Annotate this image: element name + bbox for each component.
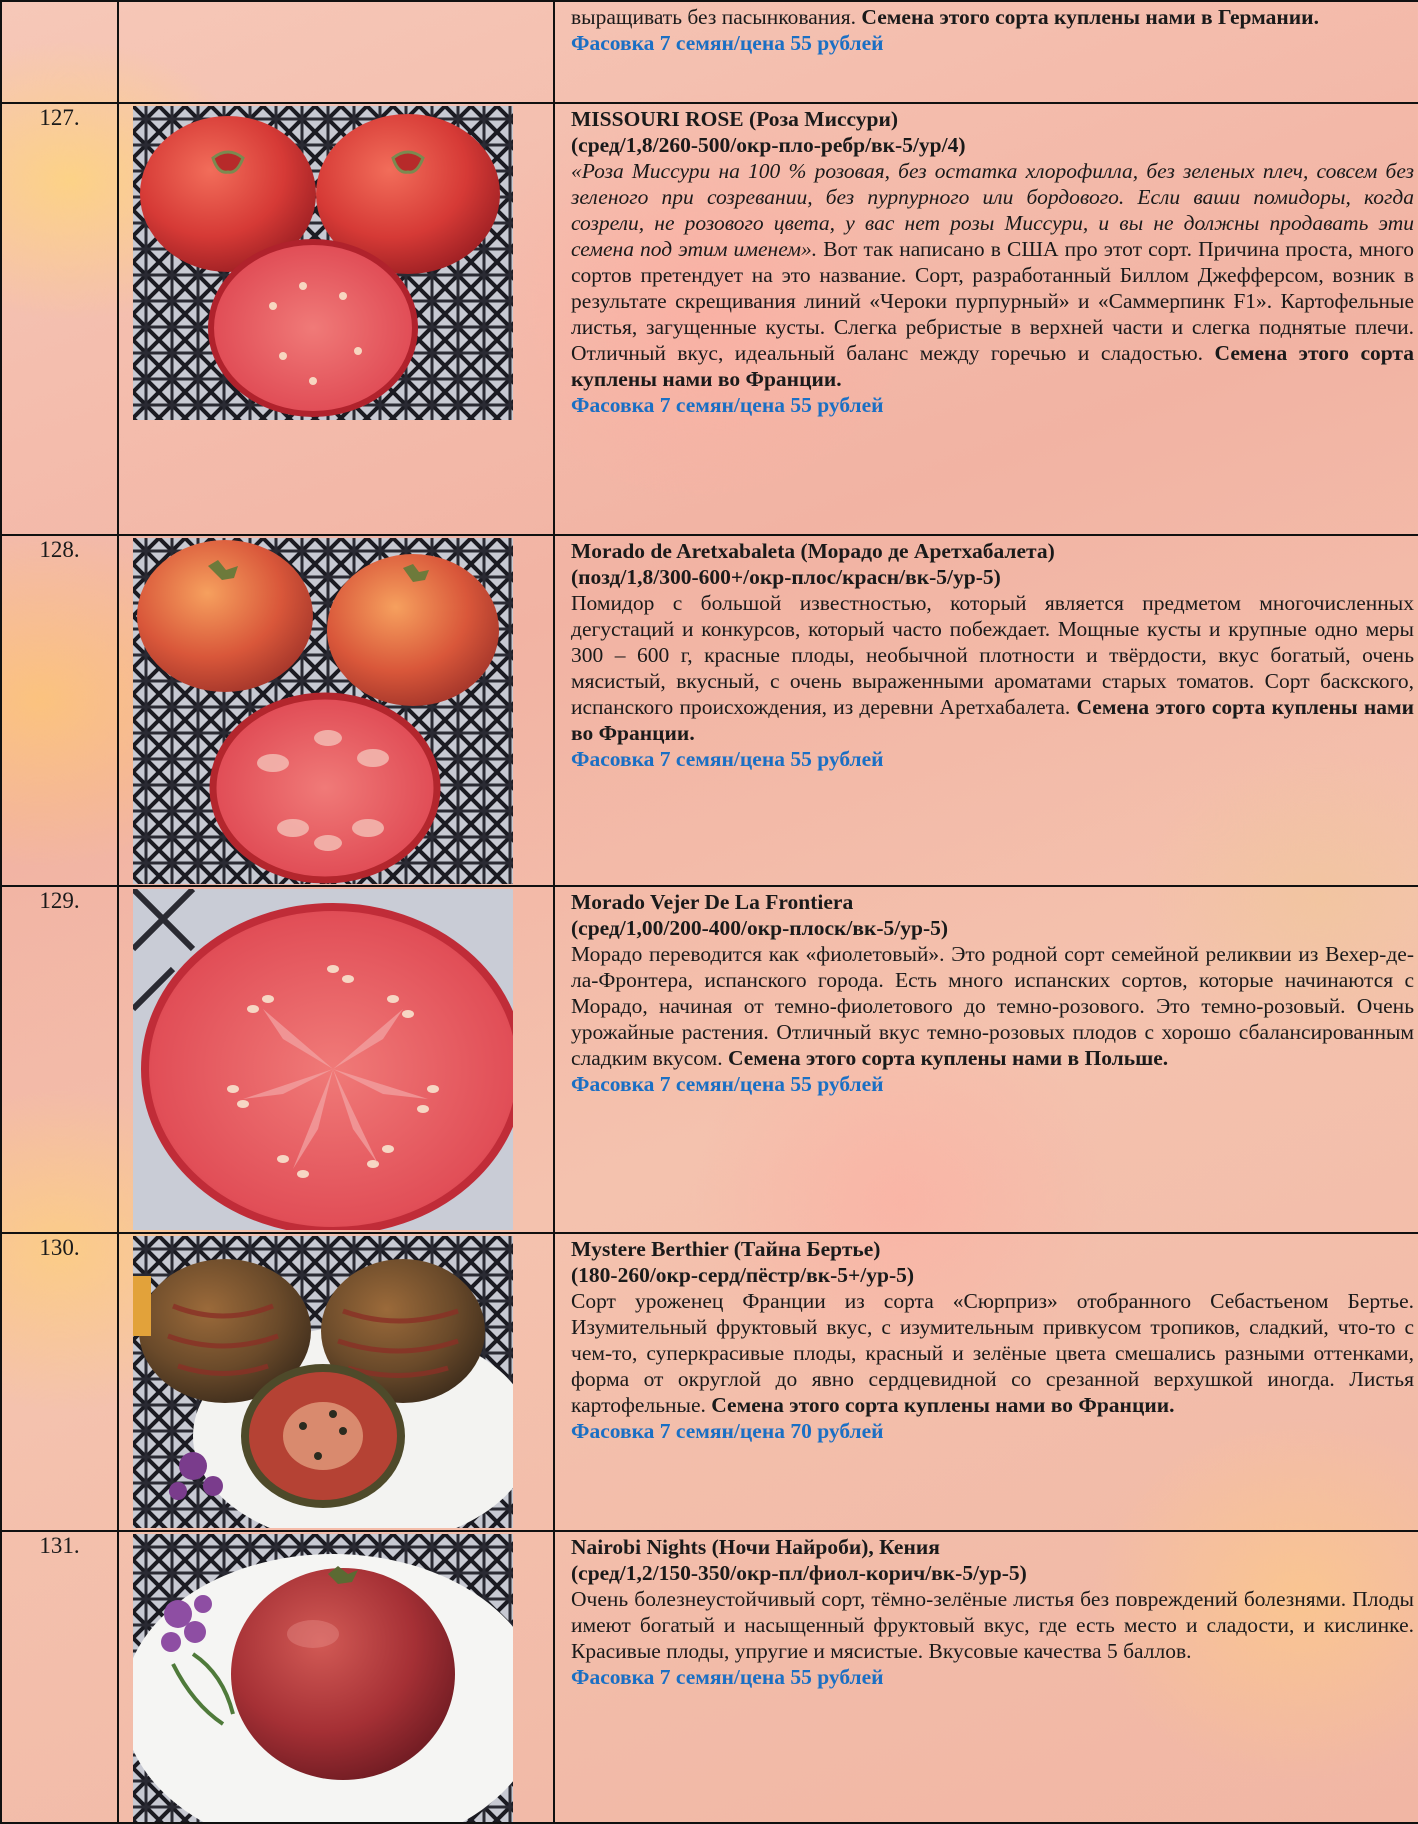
photo-cell bbox=[118, 1, 554, 103]
variety-specs: (сред/1,2/150-350/окр-пл/фиол-корич/вк-5/ур-5) bbox=[571, 1561, 1027, 1585]
variety-price: Фасовка 7 семян/цена 70 рублей bbox=[571, 1419, 884, 1443]
variety-title: Morado de Aretxabaleta (Морадо де Аретхабалета) bbox=[571, 539, 1055, 563]
table-row-continuation bbox=[1, 1, 1418, 103]
variety-text: Очень болезнеустойчивый сорт, тёмно-зелёные листья без повреждений болезнями. Плоды имеют богатый и насыщенный фруктовый вкус, где есть место и сладости, и кислинке. Красивые плоды, упругие и мясистые. Вкусовые качества 5 баллов. bbox=[571, 1587, 1414, 1663]
variety-price: Фасовка 7 семян/цена 55 рублей bbox=[571, 393, 884, 417]
variety-text: Вот так написано в США про этот сорт. Причина проста, много сортов претендует на это название. Сорт, разработанный Биллом Джефферсом, возник в результате скрещивания линий «Чероки пурпурный» и «Саммерпинк F1». Картофельные листья, загущенные кусты. Слегка ребристые в верхней части и слегка поднятые плечи. Отличный вкус, идеальный баланс между горечью и сладостью. bbox=[571, 237, 1415, 365]
description-cell bbox=[554, 886, 1418, 1233]
variety-price: Фасовка 7 семян/цена 55 рублей bbox=[571, 1665, 884, 1689]
photo-mystere-berthier bbox=[133, 1236, 513, 1528]
photo-cell bbox=[118, 1233, 554, 1531]
continuation-text bbox=[571, 4, 1414, 30]
variety-description bbox=[571, 1586, 1414, 1664]
table-row-130 bbox=[1, 1233, 1418, 1531]
row-number-cell bbox=[1, 1, 118, 103]
variety-title: Nairobi Nights (Ночи Найроби), Кения bbox=[571, 1535, 940, 1559]
variety-price: Фасовка 7 семян/цена 55 рублей bbox=[571, 747, 884, 771]
row-number: 127. bbox=[1, 103, 118, 535]
continuation-price: Фасовка 7 семян/цена 55 рублей bbox=[571, 31, 884, 55]
variety-description bbox=[571, 941, 1414, 1071]
variety-specs: (180-260/окр-серд/пёстр/вк-5+/ур-5) bbox=[571, 1263, 915, 1287]
variety-text: Морадо переводится как «фиолетовый». Это родной сорт семейной реликвии из Вехер-де-ла-Фронтера, испанского города. Есть много испанских сортов, которые начинаются с Морадо, начиная от темно-фиолетового до темно-розового. Это темно-розовый. Очень урожайные растения. Отличный вкус темно-розовых плодов с хорошо сбалансированным сладким вкусом. bbox=[571, 942, 1414, 1070]
variety-origin: Семена этого сорта куплены нами во Франции. bbox=[711, 1393, 1175, 1417]
table-row-128 bbox=[1, 535, 1418, 886]
table-row-127 bbox=[1, 103, 1418, 535]
variety-description bbox=[571, 158, 1414, 392]
photo-cell bbox=[118, 103, 554, 535]
photo-cell bbox=[118, 886, 554, 1233]
continuation-plain: выращивать без пасынкования. bbox=[571, 5, 857, 29]
row-number: 129. bbox=[1, 886, 118, 1233]
description-cell bbox=[554, 1, 1418, 103]
row-number: 131. bbox=[1, 1531, 118, 1823]
variety-origin: Семена этого сорта куплены нами во Франции. bbox=[571, 695, 1414, 745]
variety-title: Morado Vejer De La Frontiera bbox=[571, 890, 854, 914]
description-cell bbox=[554, 103, 1418, 535]
variety-specs: (сред/1,00/200-400/окр-плоск/вк-5/ур-5) bbox=[571, 916, 949, 940]
table-row-129 bbox=[1, 886, 1418, 1233]
variety-title: MISSOURI ROSE (Роза Миссури) bbox=[571, 107, 899, 131]
photo-morado-aretxabaleta bbox=[133, 538, 513, 884]
variety-specs: (сред/1,8/260-500/окр-пло-ребр/вк-5/ур/4) bbox=[571, 133, 966, 157]
table-row-131 bbox=[1, 1531, 1418, 1823]
variety-text: Помидор с большой известностью, который является предметом многочисленных дегустаций и конкурсов, который часто побеждает. Мощные кусты и крупные одно меры 300 – 600 г, красные плоды, необычной плотности и твёрдости, вкус богатый, очень мясистый, вкусный, с очень выраженными ароматами старых томатов. Сорт баскского, испанского происхождения, из деревни Аретхабалета. bbox=[571, 591, 1414, 719]
photo-morado-vejer bbox=[133, 889, 513, 1230]
photo-nairobi-nights bbox=[133, 1534, 513, 1822]
variety-price: Фасовка 7 семян/цена 55 рублей bbox=[571, 1072, 884, 1096]
row-number: 128. bbox=[1, 535, 118, 886]
photo-cell bbox=[118, 535, 554, 886]
variety-specs: (позд/1,8/300-600+/окр-плос/красн/вк-5/ур-5) bbox=[571, 565, 1001, 589]
variety-quote: «Роза Миссури на 100 % розовая, без остатка хлорофилла, без зеленых плеч, совсем без зеленого при созревании, без пурпурного или бордового. Если ваши помидоры, когда созрели, не розового цвета, у вас нет розы Миссури, и вы не должны продавать эти семена под этим именем». bbox=[571, 159, 1414, 261]
row-number: 130. bbox=[1, 1233, 118, 1531]
variety-origin: Семена этого сорта куплены нами в Польше. bbox=[727, 1046, 1169, 1070]
variety-text: Сорт уроженец Франции из сорта «Сюрприз» отобранного Себастьеном Бертье. Изумительный фруктовый вкус, с изумительным привкусом тропиков, сладкий, что-то с чем-то, суперкрасивые плоды, красный и зелёные цвета смешались разными оттенками, форма от округлой до явно сердцевидной со срезанной верхушкой иногда. Листья картофельные. bbox=[571, 1289, 1414, 1417]
variety-description bbox=[571, 1288, 1414, 1418]
continuation-origin: Семена этого сорта куплены нами в Германии. bbox=[861, 5, 1319, 29]
description-cell bbox=[554, 1233, 1418, 1531]
variety-origin: Семена этого сорта куплены нами во Франции. bbox=[571, 341, 1414, 391]
photo-cell bbox=[118, 1531, 554, 1823]
description-cell bbox=[554, 535, 1418, 886]
variety-title: Mystere Berthier (Тайна Бертье) bbox=[571, 1237, 881, 1261]
variety-description bbox=[571, 590, 1414, 746]
description-cell bbox=[554, 1531, 1418, 1823]
photo-missouri-rose bbox=[133, 106, 513, 420]
